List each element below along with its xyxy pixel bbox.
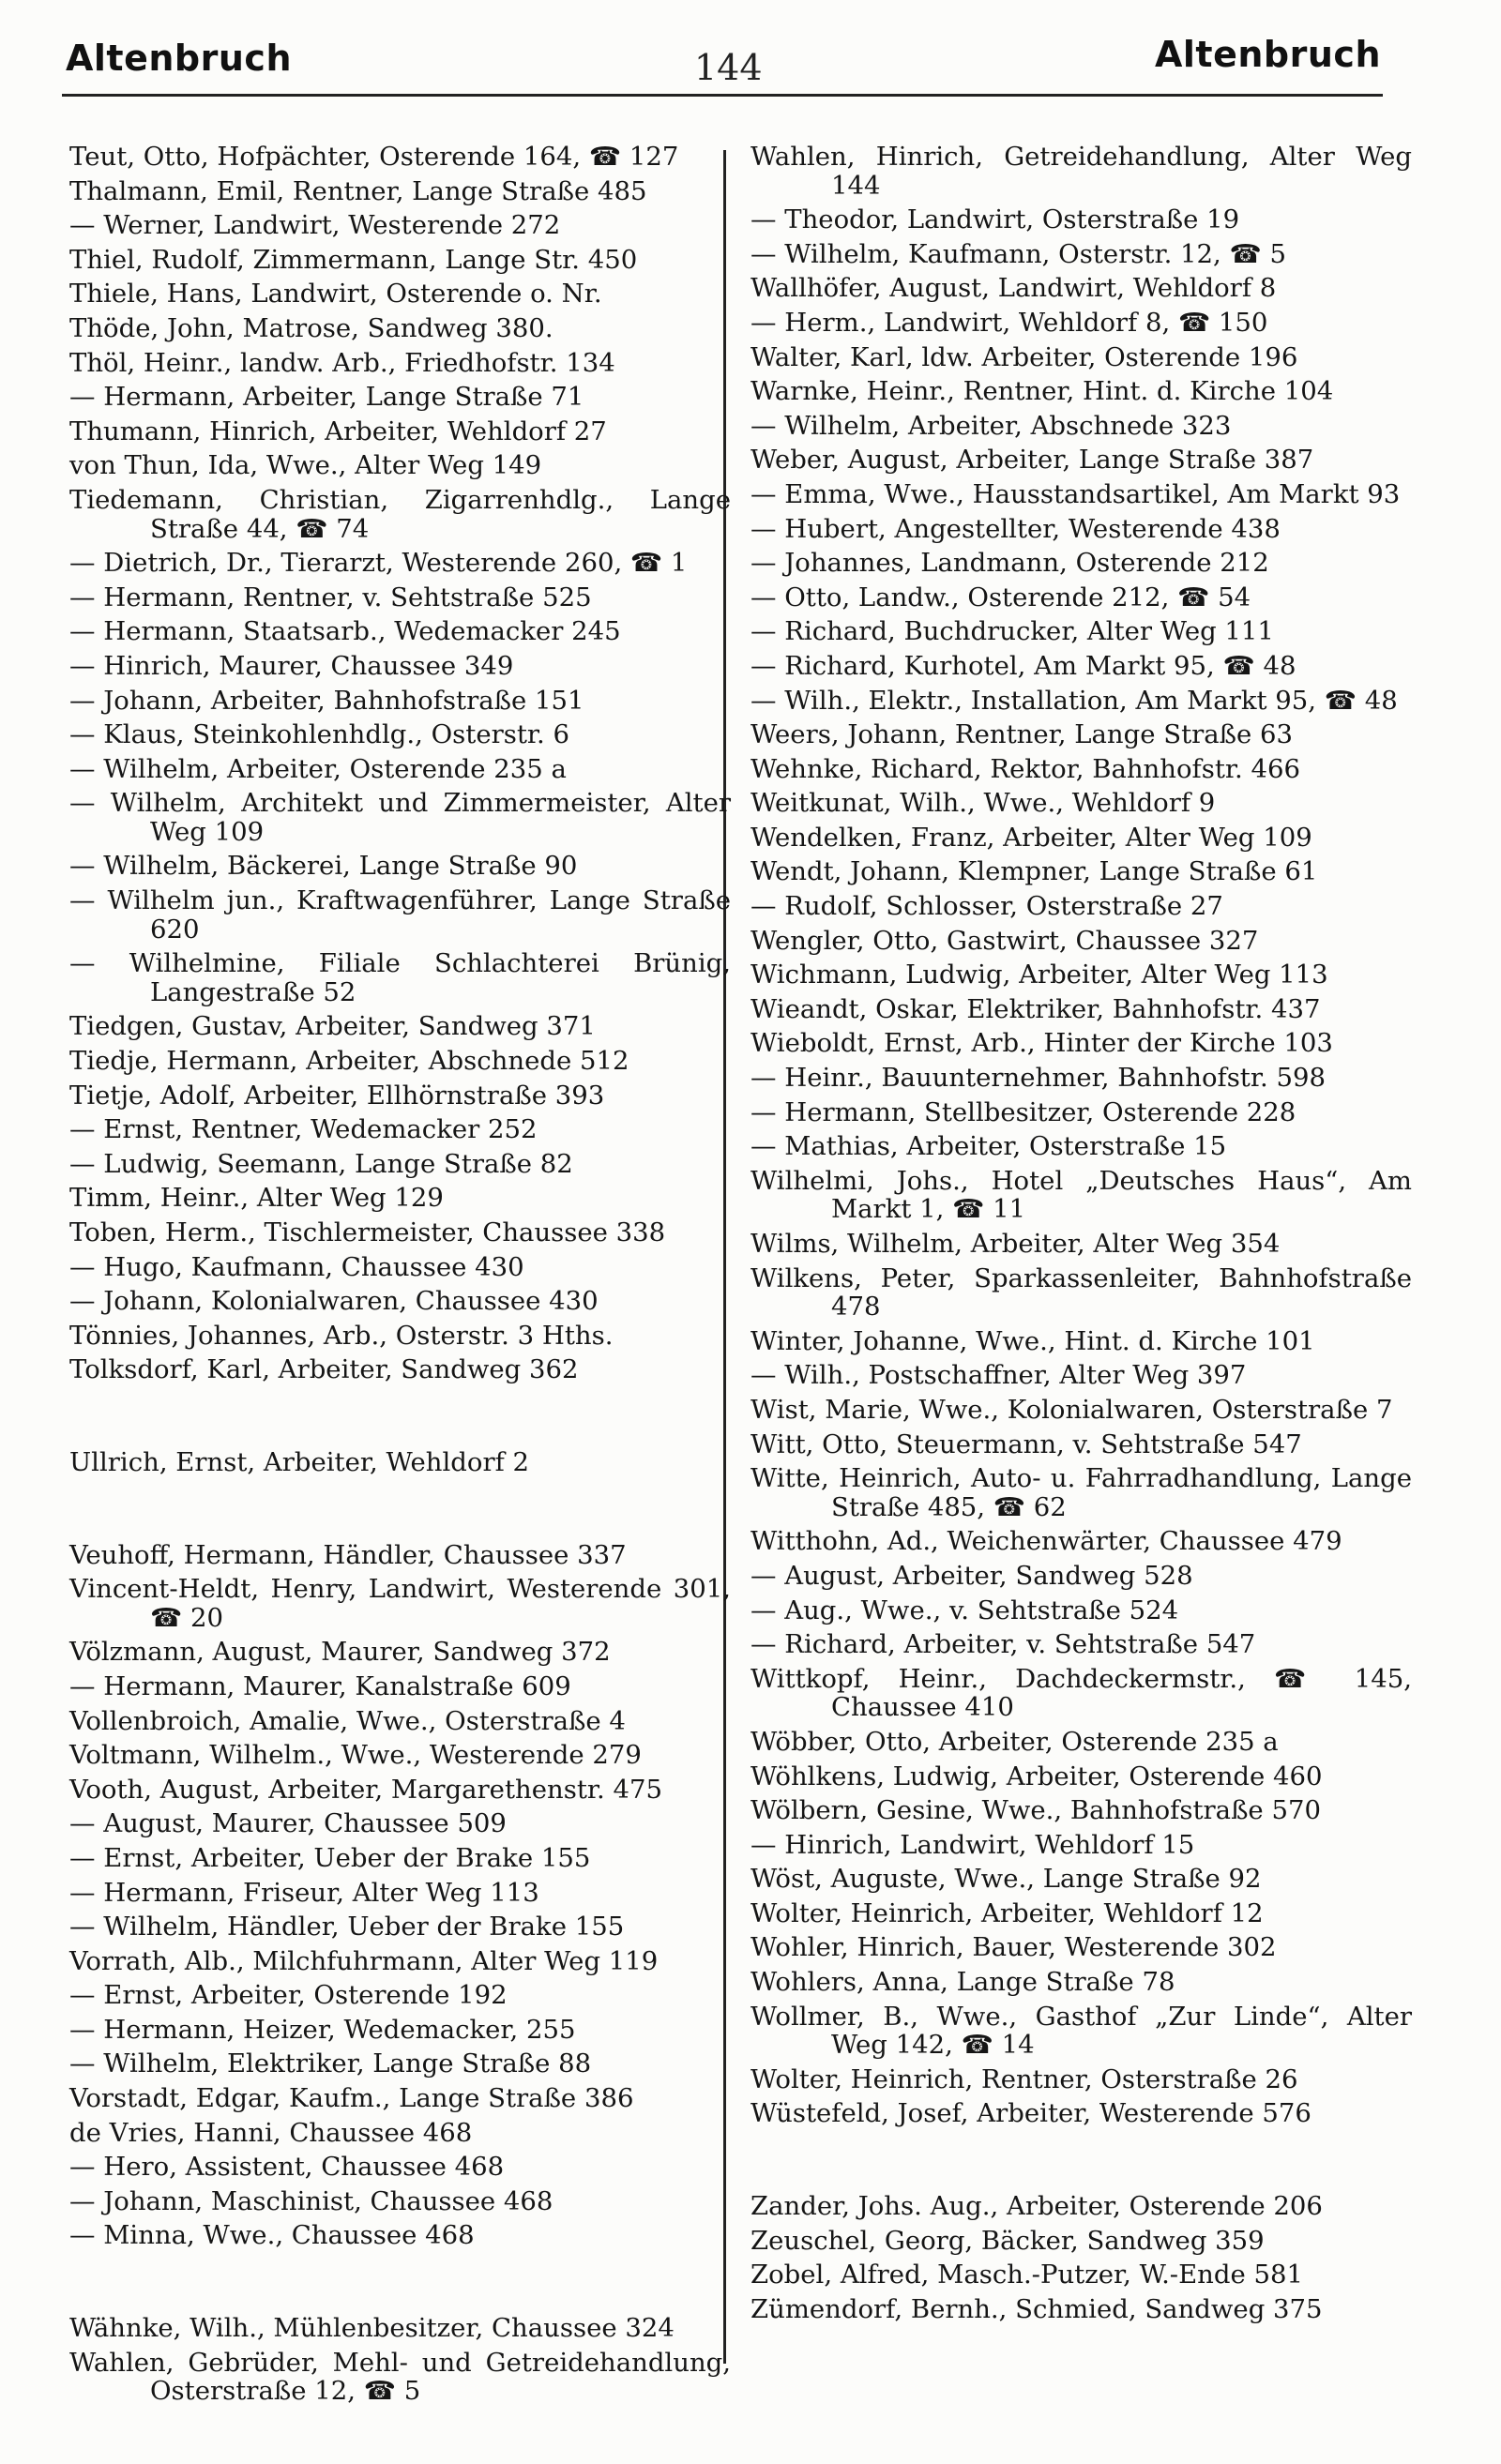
section-gap: [69, 1390, 731, 1448]
directory-entry: Wittkopf, Heinr., Dachdeckermstr., ☎ 145, Chaussee 410: [750, 1663, 1412, 1723]
directory-entry: Vorstadt, Edgar, Kaufm., Lange Straße 386: [69, 2083, 634, 2114]
directory-entry: — Wilhelm, Händler, Ueber der Brake 155: [69, 1912, 625, 1942]
directory-entry: — Hermann, Rentner, v. Sehtstraße 525: [69, 582, 592, 612]
directory-entry: — Hermann, Maurer, Kanalstraße 609: [69, 1670, 571, 1701]
directory-entry: — Wilhelmine, Filiale Schlachterei Brünig, Langestraße 52: [69, 948, 731, 1007]
directory-entry: — Werner, Landwirt, Westerende 272: [69, 210, 561, 241]
directory-entry: Wahlen, Gebrüder, Mehl- und Getreidehandlung, Osterstraße 12, ☎ 5: [69, 2347, 731, 2407]
directory-entry: — Hubert, Angestellter, Westerende 438: [750, 513, 1281, 544]
directory-entry: — Wilh., Postschaffner, Alter Weg 397: [750, 1360, 1247, 1391]
directory-entry: — Minna, Wwe., Chaussee 468: [69, 2220, 475, 2251]
directory-entry: — Wilhelm jun., Kraftwagenführer, Lange Straße 620: [69, 885, 731, 945]
directory-entry: — Aug., Wwe., v. Sehtstraße 524: [750, 1595, 1179, 1625]
directory-entry: Wehnke, Richard, Rektor, Bahnhofstr. 466: [750, 753, 1300, 784]
directory-entry: de Vries, Hanni, Chaussee 468: [69, 2117, 473, 2148]
directory-entry: Wist, Marie, Wwe., Kolonialwaren, Osterstraße 7: [750, 1394, 1393, 1425]
directory-entry: — Hinrich, Maurer, Chaussee 349: [69, 650, 514, 681]
directory-entry: Wolter, Heinrich, Arbeiter, Wehldorf 12: [750, 1897, 1264, 1928]
directory-entry: Tietje, Adolf, Arbeiter, Ellhörnstraße 393: [69, 1080, 605, 1111]
directory-entry: — Hermann, Friseur, Alter Weg 113: [69, 1877, 539, 1908]
directory-entry: Wallhöfer, August, Landwirt, Wehldorf 8: [750, 273, 1277, 304]
directory-entry: Thalmann, Emil, Rentner, Lange Straße 485: [69, 175, 647, 206]
directory-entry: Wieboldt, Ernst, Arb., Hinter der Kirche 103: [750, 1028, 1333, 1059]
directory-entry: Wöhlkens, Ludwig, Arbeiter, Osterende 460: [750, 1761, 1323, 1791]
directory-entry: Wichmann, Ludwig, Arbeiter, Alter Weg 113: [750, 960, 1328, 990]
directory-entry: — Wilhelm, Arbeiter, Abschnede 323: [750, 410, 1232, 441]
directory-entry: — Otto, Landw., Osterende 212, ☎ 54: [750, 582, 1251, 612]
right-column: [750, 143, 1412, 2329]
directory-entry: — August, Arbeiter, Sandweg 528: [750, 1560, 1193, 1591]
directory-entry: Vincent-Heldt, Henry, Landwirt, Westerende 301, ☎ 20: [69, 1574, 731, 1633]
directory-entry: Wüstefeld, Josef, Arbeiter, Westerende 576: [750, 2098, 1311, 2129]
directory-entry: — Hermann, Arbeiter, Lange Straße 71: [69, 382, 584, 413]
directory-entry: Völzmann, August, Maurer, Sandweg 372: [69, 1637, 611, 1668]
directory-entry: Winter, Johanne, Wwe., Hint. d. Kirche 101: [750, 1325, 1315, 1356]
directory-entry: — Richard, Arbeiter, v. Sehtstraße 547: [750, 1629, 1256, 1660]
directory-entry: Wilkens, Peter, Sparkassenleiter, Bahnhofstraße 478: [750, 1262, 1412, 1323]
directory-entry: Teut, Otto, Hofpächter, Osterende 164, ☎ 127: [69, 142, 679, 172]
directory-entry: von Thun, Ida, Wwe., Alter Weg 149: [69, 450, 542, 481]
section-gap: [69, 1483, 731, 1541]
directory-entry: Walter, Karl, ldw. Arbeiter, Osterende 196: [750, 341, 1298, 372]
directory-entry: Tiedgen, Gustav, Arbeiter, Sandweg 371: [69, 1011, 596, 1042]
directory-entry: Tiedje, Hermann, Arbeiter, Abschnede 512: [69, 1046, 629, 1077]
directory-entry: — Wilhelm, Architekt und Zimmermeister, Alter Weg 109: [69, 788, 731, 847]
directory-entry: — Wilhelm, Elektriker, Lange Straße 88: [69, 2048, 592, 2079]
directory-entry: — Theodor, Landwirt, Osterstraße 19: [750, 204, 1240, 235]
directory-entry: Thöl, Heinr., landw. Arb., Friedhofstr. 134: [69, 347, 615, 378]
directory-entry: Wohler, Hinrich, Bauer, Westerende 302: [750, 1932, 1277, 1963]
directory-entry: Warnke, Heinr., Rentner, Hint. d. Kirche 104: [750, 376, 1334, 407]
header-right-title: Altenbruch: [1155, 34, 1381, 75]
page-number: 144: [694, 47, 763, 88]
directory-entry: Zümendorf, Bernh., Schmied, Sandweg 375: [750, 2293, 1323, 2324]
directory-entry: Wengler, Otto, Gastwirt, Chaussee 327: [750, 925, 1259, 956]
directory-entry: Wilms, Wilhelm, Arbeiter, Alter Weg 354: [750, 1229, 1281, 1259]
directory-entry: — Wilhelm, Bäckerei, Lange Straße 90: [69, 851, 578, 882]
directory-entry: Witte, Heinrich, Auto- u. Fahrradhandlung, Lange Straße 485, ☎ 62: [750, 1463, 1412, 1522]
directory-entry: — Hinrich, Landwirt, Wehldorf 15: [750, 1829, 1195, 1860]
directory-entry: — Emma, Wwe., Hausstandsartikel, Am Markt 93: [750, 478, 1401, 509]
directory-entry: — Rudolf, Schlosser, Osterstraße 27: [750, 891, 1223, 922]
directory-entry: — Johann, Arbeiter, Bahnhofstraße 151: [69, 685, 584, 716]
directory-entry: — Hero, Assistent, Chaussee 468: [69, 2152, 505, 2183]
section-gap: [750, 2134, 1412, 2192]
directory-entry: Vorrath, Alb., Milchfuhrmann, Alter Weg 119: [69, 1945, 659, 1976]
directory-entry: — Johann, Kolonialwaren, Chaussee 430: [69, 1286, 599, 1317]
directory-entry: Thiel, Rudolf, Zimmermann, Lange Str. 450: [69, 244, 638, 275]
directory-entry: — Ernst, Rentner, Wedemacker 252: [69, 1114, 538, 1145]
directory-entry: — Ernst, Arbeiter, Ueber der Brake 155: [69, 1842, 591, 1873]
directory-entry: Wöst, Auguste, Wwe., Lange Straße 92: [750, 1864, 1262, 1895]
directory-entry: Tiedemann, Christian, Zigarrenhdlg., Lange Straße 44, ☎ 74: [69, 484, 731, 544]
directory-entry: — Richard, Kurhotel, Am Markt 95, ☎ 48: [750, 650, 1296, 681]
directory-entry: Wölbern, Gesine, Wwe., Bahnhofstraße 570: [750, 1795, 1321, 1826]
directory-entry: Wahlen, Hinrich, Getreidehandlung, Alter Weg 144: [750, 142, 1412, 201]
directory-entry: Wohlers, Anna, Lange Straße 78: [750, 1967, 1175, 1998]
directory-entry: — Wilh., Elektr., Installation, Am Markt 95, ☎ 48: [750, 685, 1398, 716]
directory-entry: — Hermann, Stellbesitzer, Osterende 228: [750, 1096, 1296, 1127]
directory-entry: — Hugo, Kaufmann, Chaussee 430: [69, 1251, 524, 1282]
directory-entry: — Heinr., Bauunternehmer, Bahnhofstr. 598: [750, 1063, 1326, 1094]
directory-entry: Timm, Heinr., Alter Weg 129: [69, 1183, 444, 1214]
directory-entry: — Johannes, Landmann, Osterende 212: [750, 548, 1269, 579]
directory-entry: Witthohn, Ad., Weichenwärter, Chaussee 479: [750, 1526, 1342, 1557]
section-gap: [69, 2256, 731, 2314]
directory-entry: — Herm., Landwirt, Wehldorf 8, ☎ 150: [750, 307, 1268, 338]
directory-entry: — Dietrich, Dr., Tierarzt, Westerende 260, ☎ 1: [69, 548, 688, 579]
directory-entry: Wollmer, B., Wwe., Gasthof „Zur Linde“, Alter Weg 142, ☎ 14: [750, 2001, 1412, 2061]
header-left-title: Altenbruch: [66, 38, 292, 79]
directory-entry: Tolksdorf, Karl, Arbeiter, Sandweg 362: [69, 1354, 579, 1385]
directory-entry: Voltmann, Wilhelm., Wwe., Westerende 279: [69, 1740, 642, 1771]
directory-entry: Weber, August, Arbeiter, Lange Straße 387: [750, 445, 1314, 476]
directory-entry: Thiele, Hans, Landwirt, Osterende o. Nr.: [69, 279, 602, 310]
directory-entry: — Ludwig, Seemann, Lange Straße 82: [69, 1148, 573, 1179]
directory-entry: — August, Maurer, Chaussee 509: [69, 1808, 507, 1839]
header-rule: [62, 94, 1383, 97]
directory-entry: Witt, Otto, Steuermann, v. Sehtstraße 547: [750, 1429, 1302, 1459]
directory-entry: — Ernst, Arbeiter, Osterende 192: [69, 1980, 508, 2011]
directory-entry: Vollenbroich, Amalie, Wwe., Osterstraße 4: [69, 1705, 626, 1736]
directory-entry: — Mathias, Arbeiter, Osterstraße 15: [750, 1131, 1227, 1162]
directory-entry: Wieandt, Oskar, Elektriker, Bahnhofstr. 437: [750, 993, 1321, 1024]
directory-entry: Ullrich, Ernst, Arbeiter, Wehldorf 2: [69, 1446, 530, 1477]
directory-entry: Thöde, John, Matrose, Sandweg 380.: [69, 312, 553, 343]
directory-entry: Weers, Johann, Rentner, Lange Straße 63: [750, 719, 1294, 750]
directory-entry: Wendelken, Franz, Arbeiter, Alter Weg 109: [750, 822, 1312, 853]
directory-entry: Wilhelmi, Johs., Hotel „Deutsches Haus“, Am Markt 1, ☎ 11: [750, 1165, 1412, 1225]
directory-entry: — Richard, Buchdrucker, Alter Weg 111: [750, 616, 1274, 647]
directory-entry: Tönnies, Johannes, Arb., Osterstr. 3 Hths.: [69, 1320, 614, 1351]
directory-entry: — Wilhelm, Kaufmann, Osterstr. 12, ☎ 5: [750, 238, 1287, 269]
directory-entry: Veuhoff, Hermann, Händler, Chaussee 337: [69, 1539, 627, 1570]
directory-entry: — Hermann, Heizer, Wedemacker, 255: [69, 2014, 576, 2045]
directory-entry: Wendt, Johann, Klempner, Lange Straße 61: [750, 856, 1318, 887]
directory-entry: Wähnke, Wilh., Mühlenbesitzer, Chaussee 324: [69, 2313, 675, 2344]
directory-entry: Vooth, August, Arbeiter, Margarethenstr. 475: [69, 1774, 662, 1805]
directory-entry: Zander, Johs. Aug., Arbeiter, Osterende 206: [750, 2191, 1323, 2222]
directory-entry: — Hermann, Staatsarb., Wedemacker 245: [69, 616, 621, 647]
directory-entry: Thumann, Hinrich, Arbeiter, Wehldorf 27: [69, 416, 607, 446]
directory-entry: Zeuschel, Georg, Bäcker, Sandweg 359: [750, 2225, 1265, 2256]
directory-entry: — Wilhelm, Arbeiter, Osterende 235 a: [69, 753, 567, 784]
directory-entry: Toben, Herm., Tischlermeister, Chaussee 338: [69, 1217, 666, 1247]
directory-entry: — Klaus, Steinkohlenhdlg., Osterstr. 6: [69, 719, 570, 750]
directory-entry: Wolter, Heinrich, Rentner, Osterstraße 26: [750, 2063, 1298, 2094]
directory-entry: Zobel, Alfred, Masch.-Putzer, W.-Ende 581: [750, 2260, 1303, 2290]
directory-entry: Weitkunat, Wilh., Wwe., Wehldorf 9: [750, 788, 1216, 819]
directory-entry: Wöbber, Otto, Arbeiter, Osterende 235 a: [750, 1726, 1279, 1757]
directory-entry: — Johann, Maschinist, Chaussee 468: [69, 2185, 553, 2216]
left-column: [69, 143, 731, 2411]
